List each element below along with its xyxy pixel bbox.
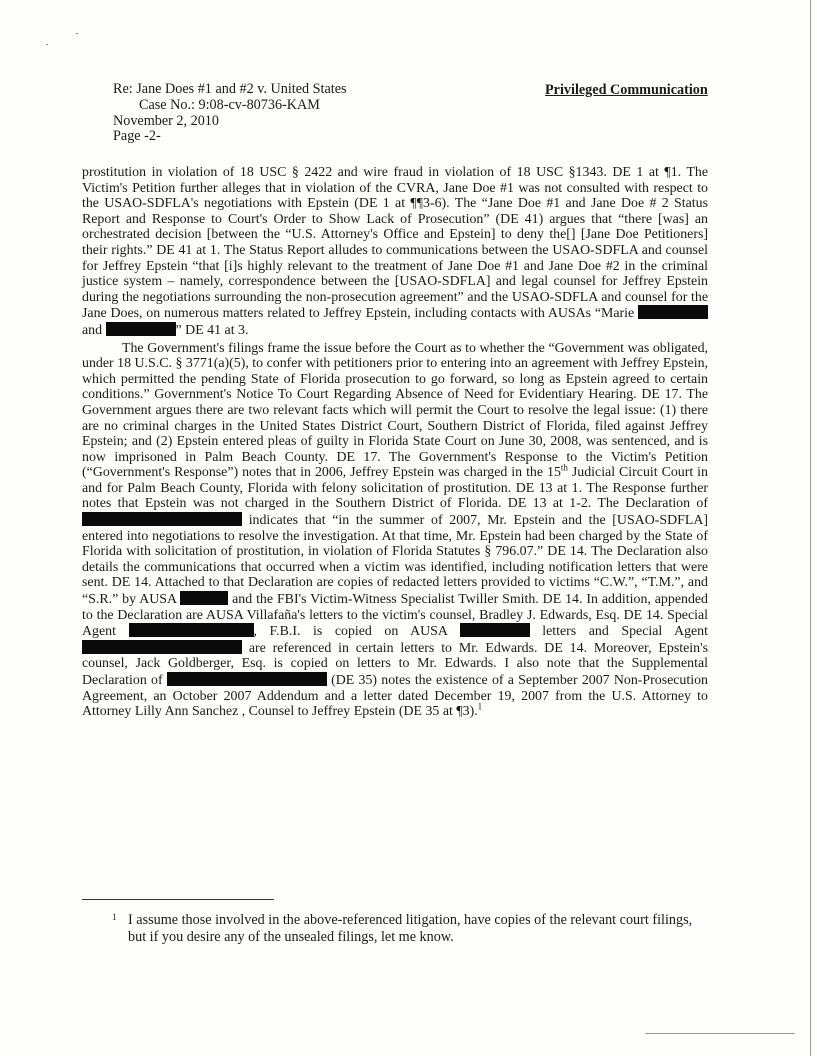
paragraph-1-text: ” DE 41 at 3. — [175, 322, 249, 338]
re-line: Re: Jane Does #1 and #2 v. United States — [113, 81, 347, 97]
case-number: Case No.: 9:08-cv-80736-KAM — [139, 96, 320, 113]
privileged-label: Privileged Communication — [545, 82, 708, 98]
paragraph-1-text: and — [82, 322, 103, 338]
scan-speck — [76, 33, 78, 34]
bottom-edge-rule — [645, 1033, 795, 1034]
paragraph-2-text: letters and Special Agent — [542, 624, 708, 640]
footnote-marker: 1 — [112, 912, 117, 922]
letter-body — [82, 165, 708, 720]
paragraph-2 — [82, 341, 708, 720]
footnote — [82, 912, 708, 946]
paragraph-2-text: Judicial Circuit Court in and for Palm Beach County, Florida with felony solicitation of prostitution. DE 13 at 1. The Response further notes that Epstein was not charged in the Southern District of Florida. DE 13 at 1-2. The Declaration of — [82, 465, 708, 512]
paragraph-1-text: prostitution in violation of 18 USC § 2422 and wire fraud in violation of 18 USC §1343. DE 1 at ¶1. The Victim's Petition further alleges that in violation of the CVRA, Jane Doe #1 was not consulted with respect to the USAO-SDFLA's negotiations with Epstein (DE 1 at ¶¶3-6). The “Jane Doe #1 and Jane Doe # 2 Status Report and Response to Court's Order to Show Lack of Prosecution” (DE 41) argues that “there [was] an orchestrated decision [between the “U.S. Attorney's Office and Epstein] to deny the[] [Jane Doe Petitioners] their rights.” DE 41 at 1. The Status Report alludes to communications between the USAO-SDFLA and counsel for Jeffrey Epstein “that [i]s highly relevant to the treatment of Jane Doe #1 and Jane Doe #2 in the criminal justice system – namely, correspondence between the [USAO-SDFLA] and legal counsel for Jeffrey Epstein during the negotiations surrounding the non-prosecution agreement” and the USAO-SDFLA and counsel for the Jane Does, on numerous matters related to Jeffrey Epstein, including contacts with AUSAs “Marie — [82, 165, 708, 322]
letter-date: November 2, 2010 — [113, 112, 219, 129]
footnote-text: I assume those involved in the above-referenced litigation, have copies of the relevant court filings, but if you desire any of the unsealed filings, let me know. — [128, 912, 693, 945]
footnote-reference: 1 — [477, 701, 483, 712]
paragraph-2-text: (DE 35) notes the existence of a September 2007 Non-Prosecution Agreement, an October 2007 Addendum and a letter dated December 19, 2007 from the U.S. Attorney to Attorney Lilly Ann Sanchez , Counsel to Jeffrey Epstein (DE 35 at ¶3). — [82, 673, 708, 720]
redaction-box — [167, 672, 327, 686]
redaction-box — [638, 305, 708, 319]
redaction-box — [106, 322, 176, 336]
paragraph-2-text: and the FBI's Victim-Witness Specialist Twiller Smith. DE 14. In addition, appended to the Declaration are AUSA Villafaña's letters to the victim's counsel, Bradley J. Edwards, Esq. DE 14. Special Agent — [82, 592, 708, 640]
redaction-box — [129, 623, 254, 637]
paragraph-2-text: The Government's filings frame the issue before the Court as to whether the “Government was obligated, under 18 U.S.C. § 3771(a)(5), to confer with petitioners prior to entering into an agreement with Jeffrey Epstein, which permitted the pending State of Florida prosecution to go forward, so long as Epstein agreed to certain conditions.” Government's Notice To Court Regarding Absence of Need for Evidentiary Hearing. DE 17. The Government argues there are two relevant facts which will permit the Court to resolve the legal issue: (1) there are no criminal charges in the United States District Court, Southern District of Florida, filed against Jeffrey Epstein; and (2) Epstein entered pleas of guilty in Florida State Court on June 30, 2008, was sentenced, and is now imprisoned in Palm Beach County. DE 17. The Government's Response to the Victim's Petition (“Government's Response”) notes that in 2006, Jeffrey Epstein was charged in the 15 — [82, 340, 708, 481]
page-number: Page -2- — [113, 128, 161, 145]
redaction-box — [180, 591, 228, 605]
redaction-box — [460, 623, 530, 637]
page-edge-line — [810, 0, 811, 1056]
paragraph-2-text: indicates that “in the summer of 2007, Mr. Epstein and the [USAO-SDFLA] entered into negotiations to resolve the investigation. At that time, Mr. Epstein had been charged by the State of Florida with solicitation of prostitution, in violation of Florida Statutes § 796.07.” DE 14. The Declaration also details the communications that occurred when a victim was identified, including notification letters that were sent. DE 14. Attached to that Declaration are copies of redacted letters provided to victims “C.W.”, “T.M.”, and “S.R.” by AUSA — [82, 513, 708, 608]
redaction-box — [82, 640, 242, 654]
paragraph-2-text: , F.B.I. is copied on AUSA — [253, 624, 448, 640]
footnote-separator — [82, 899, 274, 900]
scan-speck — [46, 44, 48, 45]
superscript-th: th — [560, 462, 568, 473]
paragraph-1 — [82, 165, 708, 339]
redaction-box — [82, 512, 242, 526]
paragraph-2-text: are referenced in certain letters to Mr. Edwards. DE 14. Moreover, Epstein's counsel, Jack Goldberger, Esq. is copied on letters to Mr. Edwards. I also note that the Supplemental Declaration of — [82, 640, 708, 688]
